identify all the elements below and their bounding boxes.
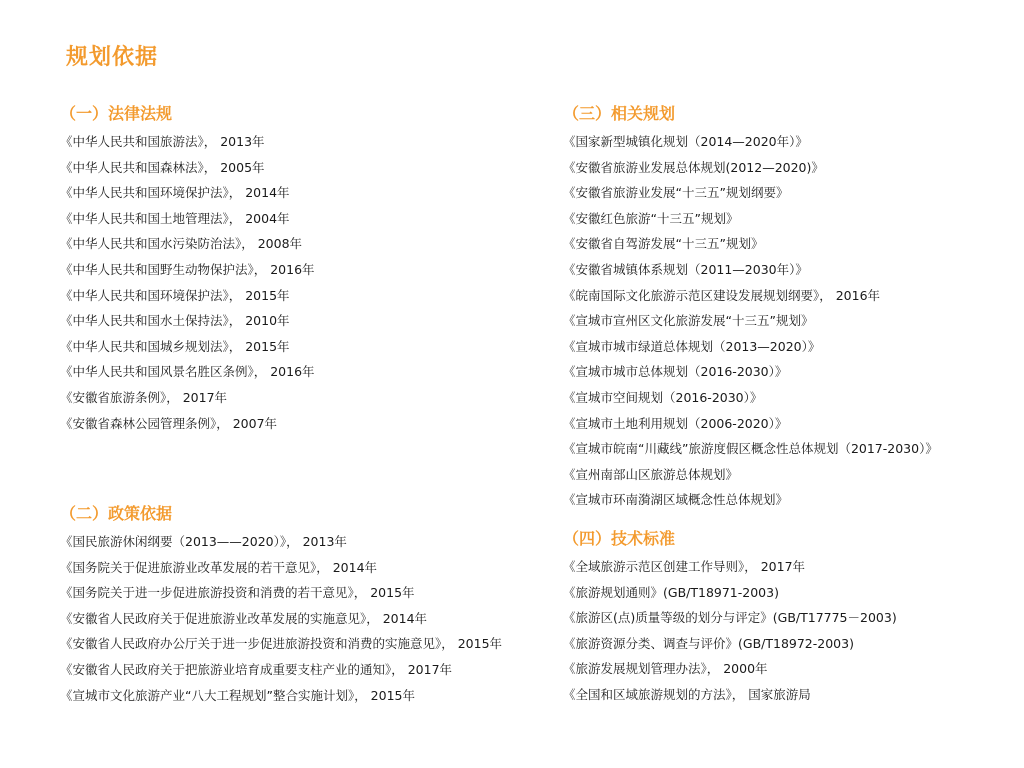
law-item: 《中华人民共和国水土保持法》， 2010年 (60, 313, 290, 329)
standard-item: 《旅游区(点)质量等级的划分与评定》(GB/T17775－2003) (563, 610, 897, 626)
section-heading-laws: （一）法律法规 (60, 104, 173, 123)
law-item: 《中华人民共和国环境保护法》， 2014年 (60, 185, 290, 201)
standard-item: 《全国和区域旅游规划的方法》， 国家旅游局 (563, 686, 811, 702)
plan-item: 《安徽省旅游业发展“十三五”规划纲要》 (563, 185, 789, 201)
law-item: 《中华人民共和国城乡规划法》， 2015年 (60, 338, 290, 354)
plan-item: 《宣城市城市绿道总体规划（2013—2020）》 (563, 338, 821, 354)
section-policy (60, 502, 502, 708)
policy-item: 《安徽省人民政府办公厅关于进一步促进旅游投资和消费的实施意见》， 2015年 (60, 636, 503, 652)
plan-item: 《安徽省旅游业发展总体规划(2012—2020)》 (563, 159, 824, 175)
law-item: 《安徽省旅游条例》， 2017年 (60, 389, 228, 405)
section-plans (563, 102, 938, 513)
plan-item: 《宣城市城市总体规划（2016-2030）》 (563, 364, 788, 380)
plan-item: 《宣城市土地利用规划（2006-2020）》 (563, 415, 788, 431)
law-item: 《中华人民共和国森林法》， 2005年 (60, 159, 265, 175)
law-item: 《中华人民共和国旅游法》， 2013年 (60, 134, 265, 149)
policy-item: 《国务院关于进一步促进旅游投资和消费的若干意见》， 2015年 (60, 585, 415, 601)
policy-item: 《安徽省人民政府关于把旅游业培育成重要支柱产业的通知》， 2017年 (60, 661, 453, 677)
plan-item: 《安徽省城镇体系规划（2011—2030年）》 (563, 261, 808, 277)
plan-item: 《宣城市环南漪湖区域概念性总体规划》 (563, 492, 789, 508)
policy-item: 《宣城市文化旅游产业“八大工程规划”整合实施计划》， 2015年 (60, 687, 415, 703)
plan-item: 《宣城市空间规划（2016-2030）》 (563, 389, 763, 405)
standard-item: 《旅游发展规划管理办法》， 2000年 (563, 661, 768, 677)
plan-item: 《安徽省自驾游发展“十三五”规划》 (563, 236, 764, 252)
law-item: 《中华人民共和国野生动物保护法》， 2016年 (60, 261, 315, 277)
section-heading-policy: （二）政策依据 (60, 504, 173, 523)
standard-item: 《全域旅游示范区创建工作导则》， 2017年 (563, 559, 806, 574)
plan-item: 《国家新型城镇化规划（2014—2020年）》 (563, 134, 808, 149)
section-laws (60, 102, 315, 436)
standard-item: 《旅游规划通则》(GB/T18971-2003) (563, 584, 779, 600)
law-item: 《安徽省森林公园管理条例》， 2007年 (60, 415, 278, 431)
plan-item: 《宣州南部山区旅游总体规划》 (563, 466, 739, 482)
law-item: 《中华人民共和国水污染防治法》， 2008年 (60, 236, 303, 252)
plan-item: 《皖南国际文化旅游示范区建设发展规划纲要》， 2016年 (563, 287, 881, 303)
plan-item: 《安徽红色旅游“十三五”规划》 (563, 210, 739, 226)
page-title: 规划依据 (66, 45, 159, 70)
law-item: 《中华人民共和国环境保护法》， 2015年 (60, 287, 290, 303)
policy-item: 《安徽省人民政府关于促进旅游业改革发展的实施意见》， 2014年 (60, 610, 428, 626)
section-heading-plans: （三）相关规划 (563, 104, 676, 123)
policy-item: 《国民旅游休闲纲要（2013——2020）》， 2013年 (60, 534, 347, 549)
plan-item: 《宣城市皖南“川藏线”旅游度假区概念性总体规划（2017-2030）》 (563, 441, 938, 457)
plan-item: 《宣城市宣州区文化旅游发展“十三五”规划》 (563, 313, 814, 329)
standard-item: 《旅游资源分类、调查与评价》(GB/T18972-2003) (563, 635, 854, 651)
policy-item: 《国务院关于促进旅游业改革发展的若干意见》， 2014年 (60, 559, 378, 575)
section-heading-standards: （四）技术标准 (563, 529, 676, 548)
section-standards (563, 527, 897, 708)
law-item: 《中华人民共和国风景名胜区条例》， 2016年 (60, 364, 315, 380)
law-item: 《中华人民共和国土地管理法》， 2004年 (60, 210, 290, 226)
